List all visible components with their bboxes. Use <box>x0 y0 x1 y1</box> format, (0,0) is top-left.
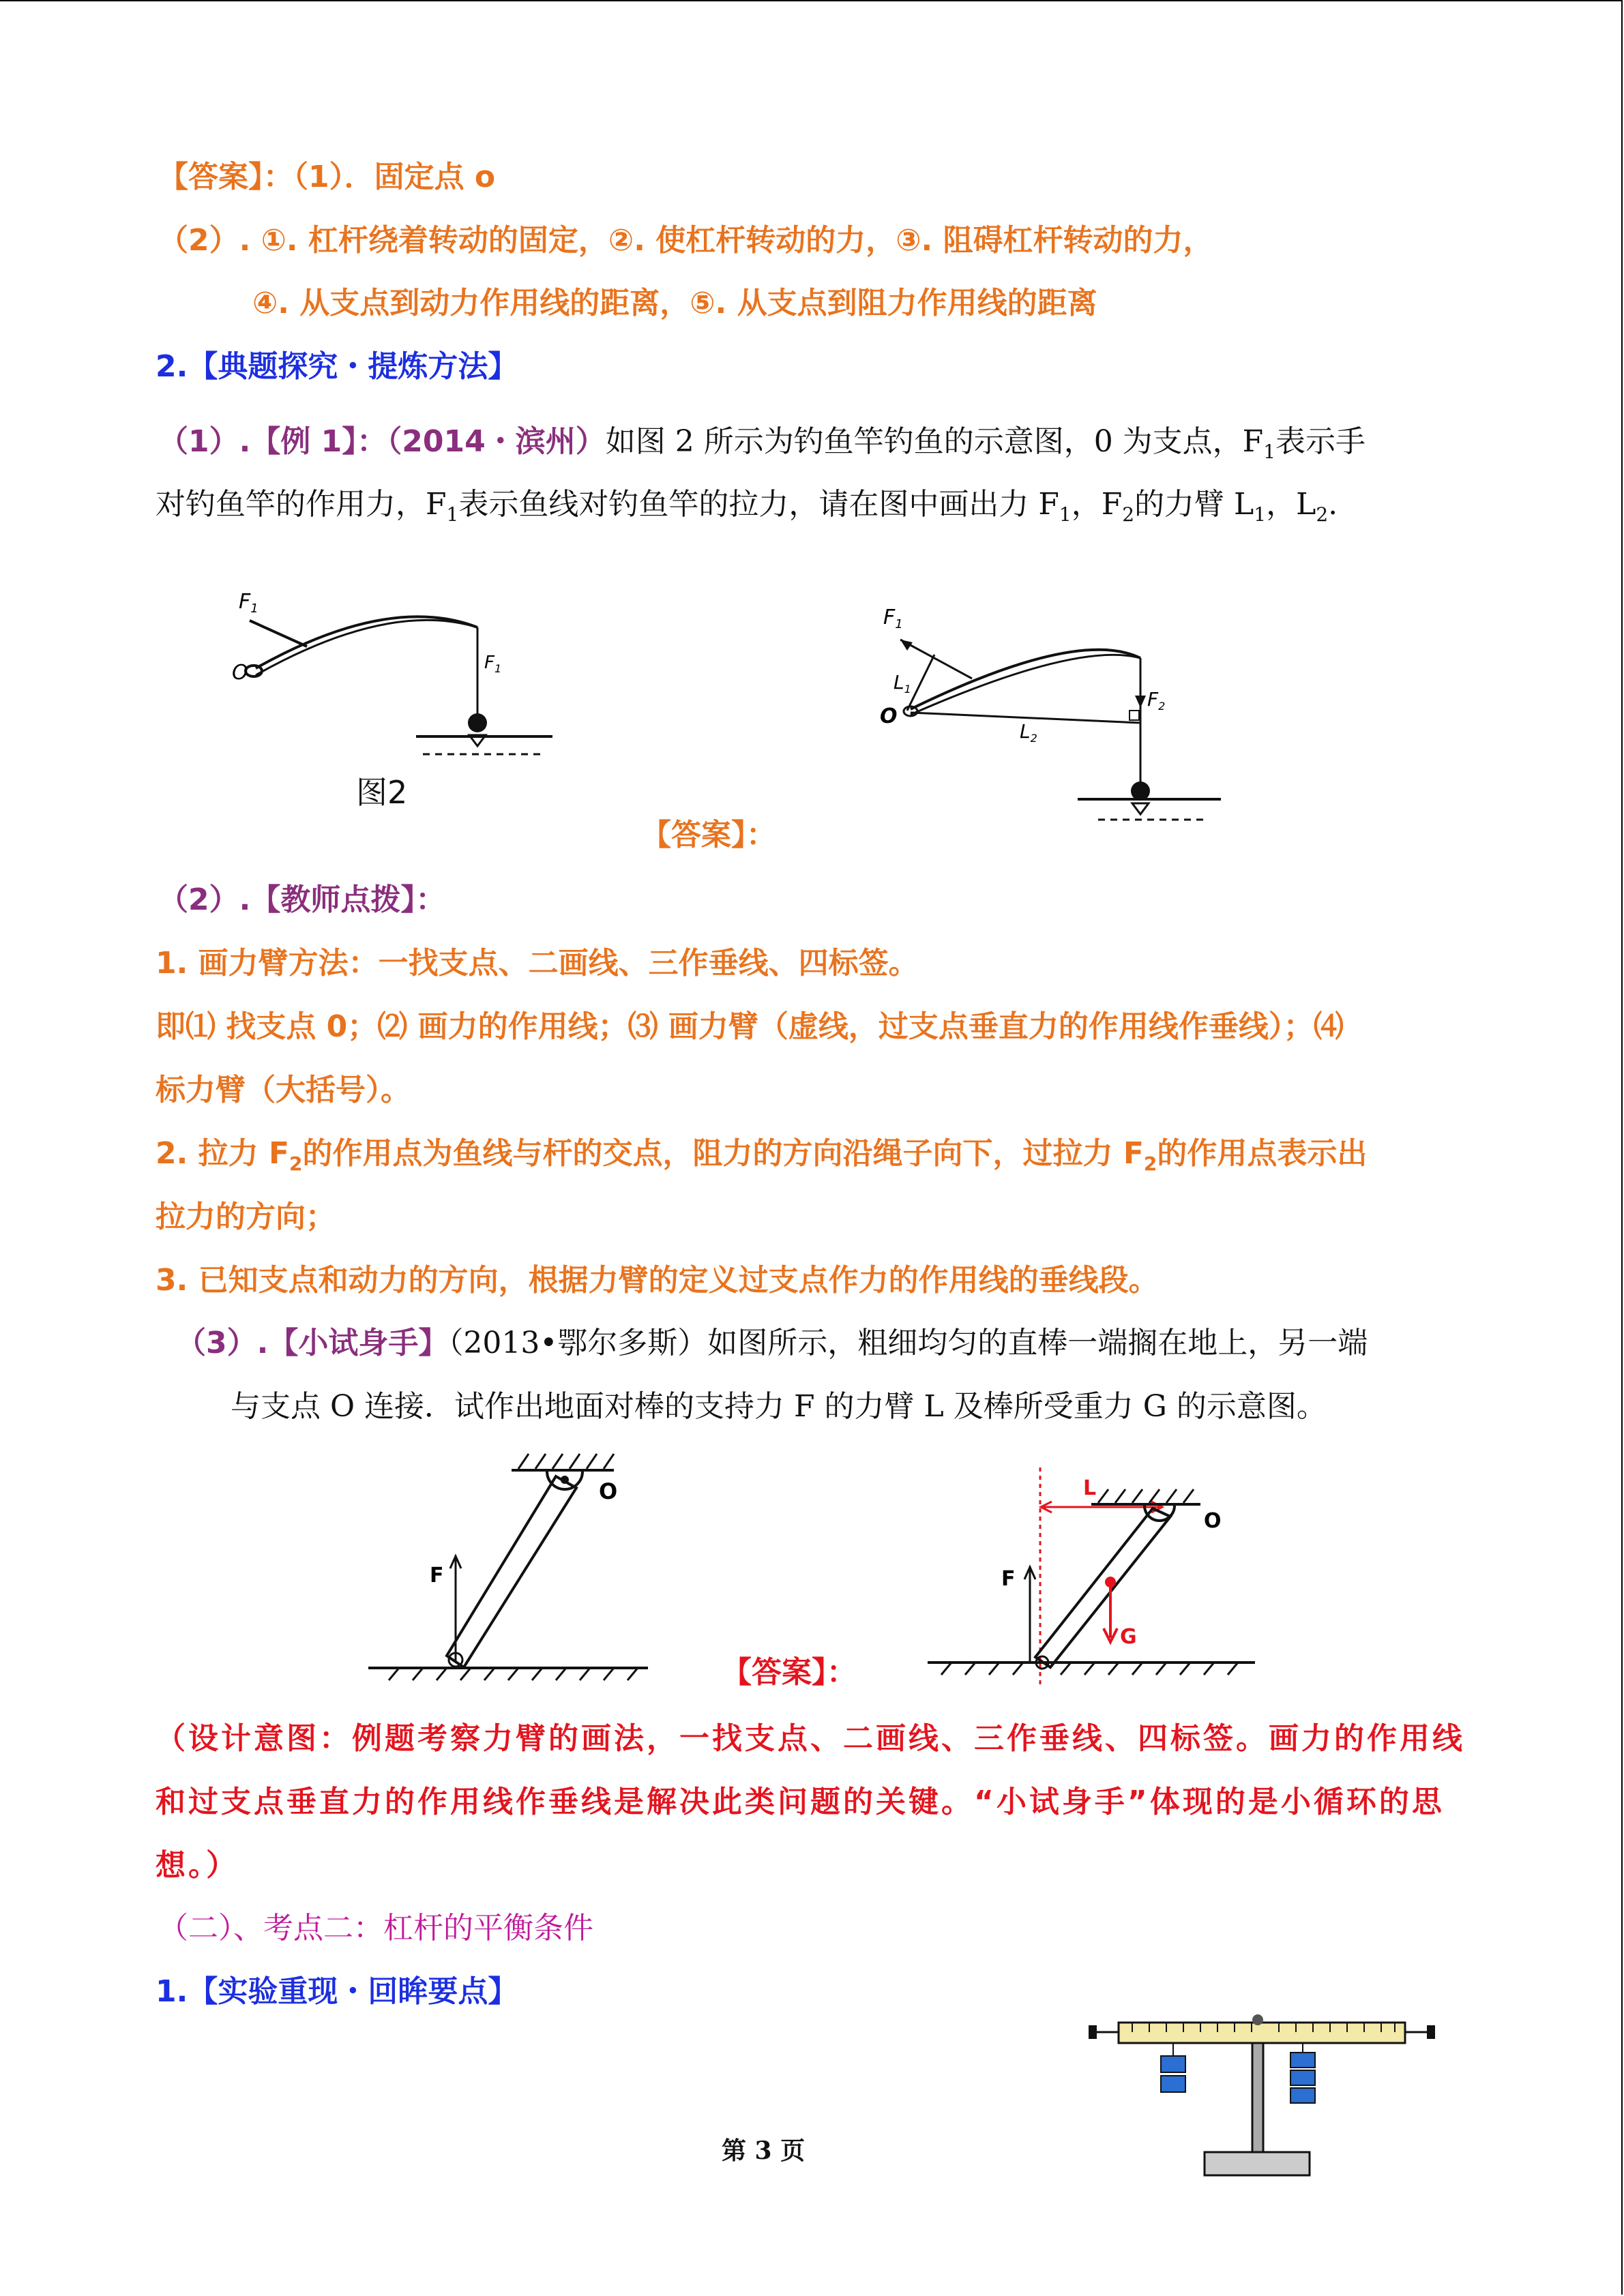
svg-text:O: O <box>599 1478 618 1504</box>
force-f1-arrow <box>900 640 972 679</box>
answer-line-3: ④. 从支点到动力作用线的距离，⑤. 从支点到阻力作用线的距离 <box>252 286 1097 320</box>
rod-support-figure <box>361 1446 662 1684</box>
svg-text:L2: $L_2$ <box>1020 720 1037 745</box>
teacher-tip-p2: 即⑴ 找支点 0；⑵ 画力的作用线；⑶ 画力臂（虚线，过支点垂直力的作用线作垂线）；⑷ <box>156 1009 1344 1044</box>
svg-text:G: G <box>1120 1625 1137 1649</box>
design-intent-line-2: 和过支点垂直力的作用线作垂线是解决此类问题的关键。“小试身手”体现的是小循环的思 <box>156 1785 1445 1819</box>
example-1-label: （1）.【例 1】：（2014・滨州） <box>158 424 606 459</box>
fishing-rod-bottom <box>256 620 477 675</box>
figure-2-caption: 图2 <box>356 774 408 811</box>
svg-text:L1: $L_1$ <box>894 671 911 696</box>
fishing-rod-figure <box>225 580 580 798</box>
answer-line-2: （2）. ①. 杠杆绕着转动的固定，②. 使杠杆转动的力，③. 阻碍杠杆转动的力， <box>158 223 1213 258</box>
design-intent-line-3: 想。） <box>156 1848 239 1883</box>
lever-apparatus-figure <box>1084 2005 1439 2189</box>
svg-text:O: O <box>1204 1509 1222 1533</box>
teacher-tip-title: （2）.【教师点拨】： <box>158 882 446 917</box>
rod <box>447 1476 576 1667</box>
fishing-rod-answer-figure <box>873 586 1241 846</box>
section-point-2: （二）、考点二：杠杆的平衡条件 <box>158 1911 593 1945</box>
pivot-knob <box>1252 2014 1263 2025</box>
stand-base <box>1205 2152 1310 2175</box>
svg-text:F1: $F_1$ <box>484 653 502 675</box>
force-f1-line <box>250 621 307 646</box>
lever-ruler <box>1119 2023 1405 2043</box>
teacher-tip-p4: 2. 拉力 $F_2$的作用点为鱼线与杆的交点，阻力的方向沿绳子向下，过拉力 $F_2$的作用点表示出 <box>156 1136 1368 1175</box>
section-experiment-title: 1.【实验重现・回眸要点】 <box>156 1974 518 2009</box>
teacher-tip-p5: 拉力的方向； <box>156 1199 336 1234</box>
svg-text:L: L <box>1083 1476 1097 1500</box>
svg-text:F1: $F_1$ <box>883 606 903 631</box>
weight-right-2 <box>1290 2070 1315 2085</box>
teacher-tip-p1: 1. 画力臂方法：一找支点、二画线、三作垂线、四标签。 <box>156 946 919 981</box>
weight-left-2 <box>1161 2076 1185 2092</box>
weight-right-1 <box>1290 2053 1315 2068</box>
left-nut <box>1089 2025 1097 2039</box>
example-1-answer-label: 【答案】： <box>641 818 776 852</box>
page-number: 第 3 页 <box>722 2136 806 2165</box>
teacher-tip-p6: 3. 已知支点和动力的方向，根据力臂的定义过支点作力的作用线的垂线段。 <box>156 1263 1159 1298</box>
arm-l1 <box>907 655 934 711</box>
practice-line-1: （3）.【小试身手】（2013•鄂尔多斯）如图所示，粗细均匀的直棒一端搁在地上，另一端 <box>176 1326 1368 1360</box>
example-1-line-2: 对钓鱼竿的作用力，$F_1$表示鱼线对钓鱼竿的拉力，请在图中画出力 $F_1$，$F_2$的力臂 $L_1$，$L_2$. <box>156 487 1338 526</box>
fish-icon-answer <box>1131 781 1150 801</box>
practice-answer-label: 【答案】： <box>722 1655 857 1690</box>
answer-line-1: 【答案】：（1）．固定点 o <box>158 160 496 194</box>
practice-label: （3）.【小试身手】 <box>176 1326 449 1360</box>
svg-text:O: O <box>880 704 898 728</box>
svg-text:F: F <box>1001 1567 1016 1591</box>
teacher-tip-p3: 标力臂（大括号）。 <box>156 1073 411 1107</box>
practice-line-2: 与支点 O 连接．试作出地面对棒的支持力 F 的力臂 L 及棒所受重力 G 的示意图。 <box>231 1389 1327 1424</box>
svg-text:O: O <box>232 661 248 685</box>
example-1-line-1: （1）.【例 1】：（2014・滨州）如图 2 所示为钓鱼竿钓鱼的示意图，0 为支点，$F_1$表示手 <box>158 424 1366 463</box>
fish-icon <box>468 713 487 732</box>
rod-support-answer-figure <box>921 1459 1262 1684</box>
weight-left-1 <box>1161 2056 1185 2072</box>
right-nut <box>1427 2025 1435 2039</box>
section-2-title: 2.【典题探究・提炼方法】 <box>156 349 518 384</box>
rod-answer <box>1035 1508 1170 1667</box>
design-intent-line-1: （设计意图：例题考察力臂的画法，一找支点、二画线、三作垂线、四标签。画力的作用线 <box>156 1721 1465 1756</box>
stand-pole <box>1252 2043 1263 2152</box>
svg-text:F2: $F_2$ <box>1147 688 1166 713</box>
fishing-rod-top <box>256 616 477 668</box>
weight-right-3 <box>1290 2088 1315 2103</box>
svg-text:F: F <box>430 1564 444 1587</box>
fig-label-F1: $F_1$ <box>239 590 259 616</box>
